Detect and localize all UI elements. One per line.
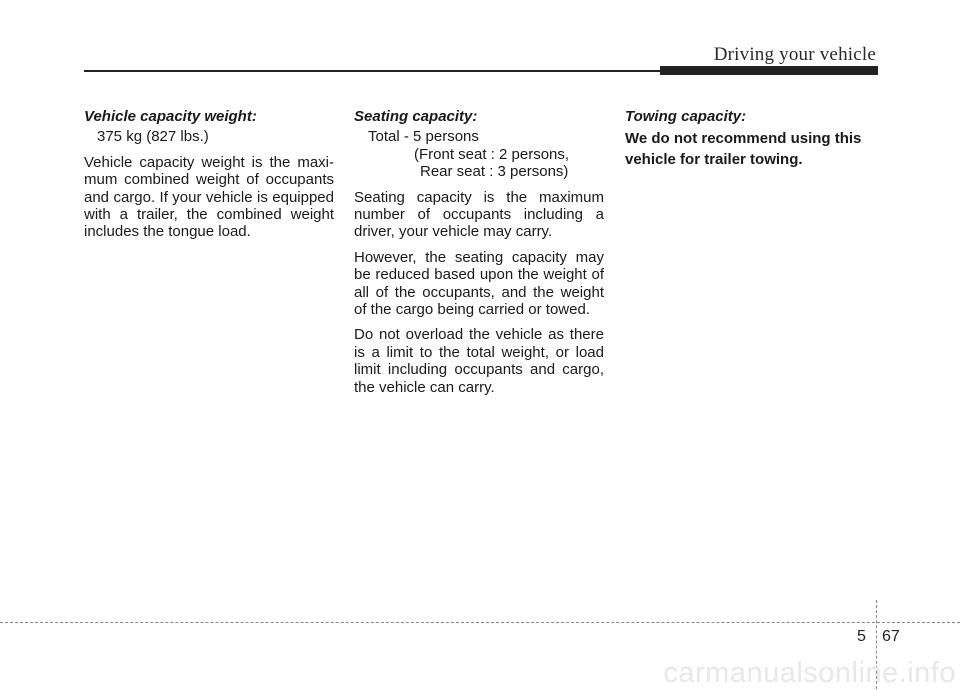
seating-rear: Rear seat : 3 persons)	[420, 163, 569, 181]
vehicle-capacity-description: Vehicle capacity weight is the maxi-mum combined weight of occupants and cargo. If your vehicle is equipped with a trailer, the combined weight includes the tongue load.	[84, 153, 334, 241]
header-rule	[84, 70, 660, 72]
header-rule-accent	[660, 66, 878, 75]
footer-divider	[0, 622, 960, 623]
towing-capacity-heading: Towing capacity:	[625, 108, 747, 125]
watermark	[0, 657, 960, 690]
seating-capacity-heading: Seating capacity:	[354, 108, 478, 125]
watermark-text: carmanualsonline.info	[663, 657, 956, 689]
section-title: Driving your vehicle	[713, 44, 876, 65]
page-number: 67	[882, 628, 900, 645]
vehicle-capacity-heading: Vehicle capacity weight:	[84, 108, 257, 125]
seating-paragraph-1: Seating capacity is the maximum number of occupants including a driver, your vehicle may carry.	[354, 188, 604, 241]
seating-paragraph-2: However, the seating capacity may be reduced based upon the weight of all of the occupants, and the weight of the cargo being carried or towed.	[354, 248, 604, 319]
vehicle-capacity-column	[84, 108, 334, 249]
chapter-number: 5	[857, 628, 866, 645]
seating-paragraph-3: Do not overload the vehicle as there is a limit to the total weight, or load limit including occupants and cargo, the vehicle can carry.	[354, 326, 604, 396]
seating-total: Total - 5 persons	[368, 128, 479, 146]
towing-capacity-column	[625, 108, 875, 170]
seating-front: (Front seat : 2 persons,	[414, 145, 570, 163]
seating-capacity-column	[354, 108, 604, 404]
vehicle-capacity-value: 375 kg (827 lbs.)	[97, 128, 209, 146]
towing-capacity-text: We do not recommend using this vehicle for trailer towing.	[625, 130, 862, 169]
